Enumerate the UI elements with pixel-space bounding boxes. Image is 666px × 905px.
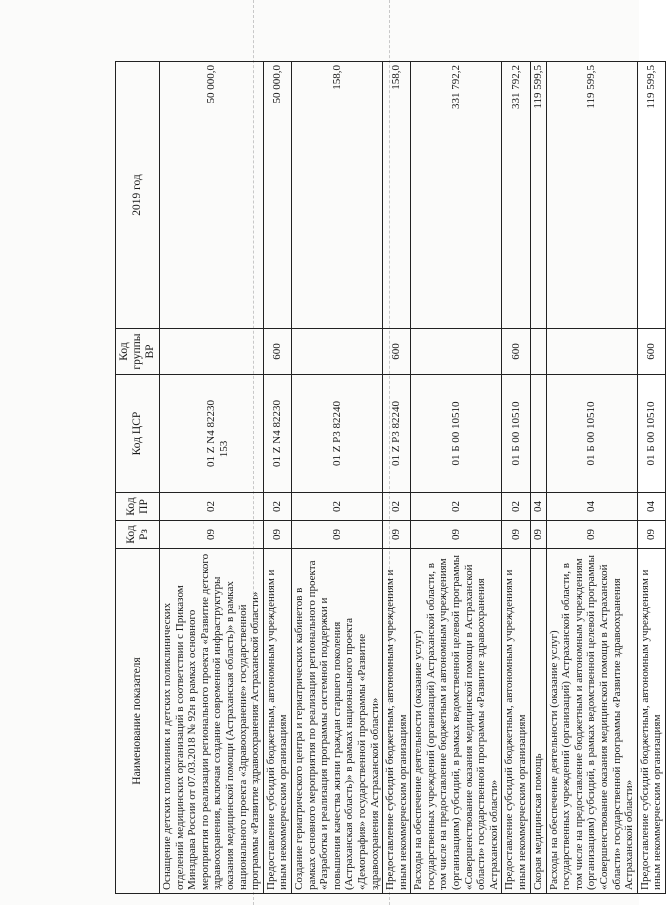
row-name: Скорая медицинская помощь xyxy=(530,549,546,894)
row-pr: 02 xyxy=(502,493,530,521)
row-vr xyxy=(411,329,502,375)
row-vr: 600 xyxy=(383,329,411,375)
row-amount: 50 000,0 xyxy=(263,62,291,329)
row-name: Предоставление субсидий бюджетным, автономным учреждениям и иным некоммерческим организациям xyxy=(263,549,291,894)
row-name: Оснащение детских поликлиник и детских поликлинических отделений медицинских организаций в соответствии с Приказом Минздрава России от 07.03.2018 № 92н в рамках основного мероприятия по реализации регионального проекта «Развитие детского здравоохранения, включая создание современной инфраструктуры оказания медицинской помощи (Астраханская область)» в рамках национального проекта «Здравоохранение» государственной программы «Развитие здравоохранения Астраханской области» xyxy=(160,549,264,894)
row-vr: 600 xyxy=(502,329,530,375)
table-row xyxy=(502,62,530,894)
header-csr: Код ЦСР xyxy=(116,375,160,493)
row-name: Предоставление субсидий бюджетным, автономным учреждениям и иным некоммерческим организациям xyxy=(637,549,665,894)
header-rz: Код Рз xyxy=(116,521,160,549)
row-csr: 01 Z P3 82240 xyxy=(291,375,382,493)
header-name: Наименование показателя xyxy=(116,549,160,894)
row-rz: 09 xyxy=(411,521,502,549)
rotated-table-container xyxy=(115,62,664,894)
table-row xyxy=(530,62,546,894)
budget-table-frame xyxy=(115,62,664,894)
row-rz: 09 xyxy=(291,521,382,549)
row-rz: 09 xyxy=(530,521,546,549)
row-amount: 331 792,2 xyxy=(502,62,530,329)
row-amount: 158,0 xyxy=(383,62,411,329)
row-pr: 02 xyxy=(411,493,502,521)
table-row xyxy=(263,62,291,894)
row-csr: 01 Z P3 82240 xyxy=(383,375,411,493)
row-csr: 01 Z N4 82230 xyxy=(160,375,264,493)
row-amount: 50 000,0 xyxy=(160,62,264,329)
row-pr: 02 xyxy=(263,493,291,521)
row-rz: 09 xyxy=(637,521,665,549)
table-row xyxy=(546,62,637,894)
row-rz: 09 xyxy=(502,521,530,549)
row-name: Предоставление субсидий бюджетным, автономным учреждениям и иным некоммерческим организациям xyxy=(502,549,530,894)
row-pr: 02 xyxy=(383,493,411,521)
page-number: 153 xyxy=(218,440,230,458)
row-pr: 02 xyxy=(160,493,264,521)
row-name: Расходы на обеспечение деятельности (оказание услуг) государственных учреждений (организаций) Астраханской области, в том числе на предоставление бюджетным и автономным учреждениям (организациям) субсидий, в рамках ведомственной целевой программы «Совершенствование оказания медицинской помощи в Астраханской области» государственной программы «Развитие здравоохранения Астраханской области» xyxy=(411,549,502,894)
row-vr xyxy=(546,329,637,375)
row-csr: 01 Б 00 10510 xyxy=(502,375,530,493)
table-row xyxy=(637,62,665,894)
row-amount: 119 599,5 xyxy=(637,62,665,329)
row-rz: 09 xyxy=(160,521,264,549)
row-rz: 09 xyxy=(383,521,411,549)
header-year: 2019 год xyxy=(116,62,160,329)
row-name: Создание гериатрического центра и гериатрических кабинетов в рамках основного мероприятия по реализации регионального проекта «Разработка и реализация программы системной поддержки и повышения качества жизни граждан старшего поколения (Астраханская область)» в рамках национального проекта «Демография» государственной программы «Развитие здравоохранения Астраханской области» xyxy=(291,549,382,894)
row-amount: 331 792,2 xyxy=(411,62,502,329)
table-row xyxy=(383,62,411,894)
row-name: Предоставление субсидий бюджетным, автономным учреждениям и иным некоммерческим организациям xyxy=(383,549,411,894)
row-pr: 02 xyxy=(291,493,382,521)
row-vr xyxy=(160,329,264,375)
row-vr: 600 xyxy=(637,329,665,375)
row-pr: 04 xyxy=(637,493,665,521)
row-vr xyxy=(530,329,546,375)
row-amount: 119 599,5 xyxy=(530,62,546,329)
table-row xyxy=(411,62,502,894)
row-amount: 158,0 xyxy=(291,62,382,329)
row-name: Расходы на обеспечение деятельности (оказание услуг) государственных учреждений (организаций) Астраханской области, в том числе на предоставление бюджетным и автономным учреждениям (организациям) субсидий, в рамках ведомственной целевой программы «Совершенствование оказания медицинской помощи в Астраханской области» государственной программы «Развитие здравоохранения Астраханской области» xyxy=(546,549,637,894)
row-vr xyxy=(291,329,382,375)
row-vr: 600 xyxy=(263,329,291,375)
header-pr: Код ПР xyxy=(116,493,160,521)
row-csr: 01 Б 00 10510 xyxy=(411,375,502,493)
table-header-row xyxy=(116,62,160,894)
row-csr: 01 Z N4 82230 xyxy=(263,375,291,493)
row-rz: 09 xyxy=(546,521,637,549)
row-pr: 04 xyxy=(530,493,546,521)
header-vr: Код группы ВР xyxy=(116,329,160,375)
budget-table xyxy=(115,61,666,894)
row-pr: 04 xyxy=(546,493,637,521)
table-row xyxy=(160,62,264,894)
table-row xyxy=(291,62,382,894)
row-csr: 01 Б 00 10510 xyxy=(637,375,665,493)
row-csr: 01 Б 00 10510 xyxy=(546,375,637,493)
row-rz: 09 xyxy=(263,521,291,549)
row-csr xyxy=(530,375,546,493)
row-amount: 119 599,5 xyxy=(546,62,637,329)
